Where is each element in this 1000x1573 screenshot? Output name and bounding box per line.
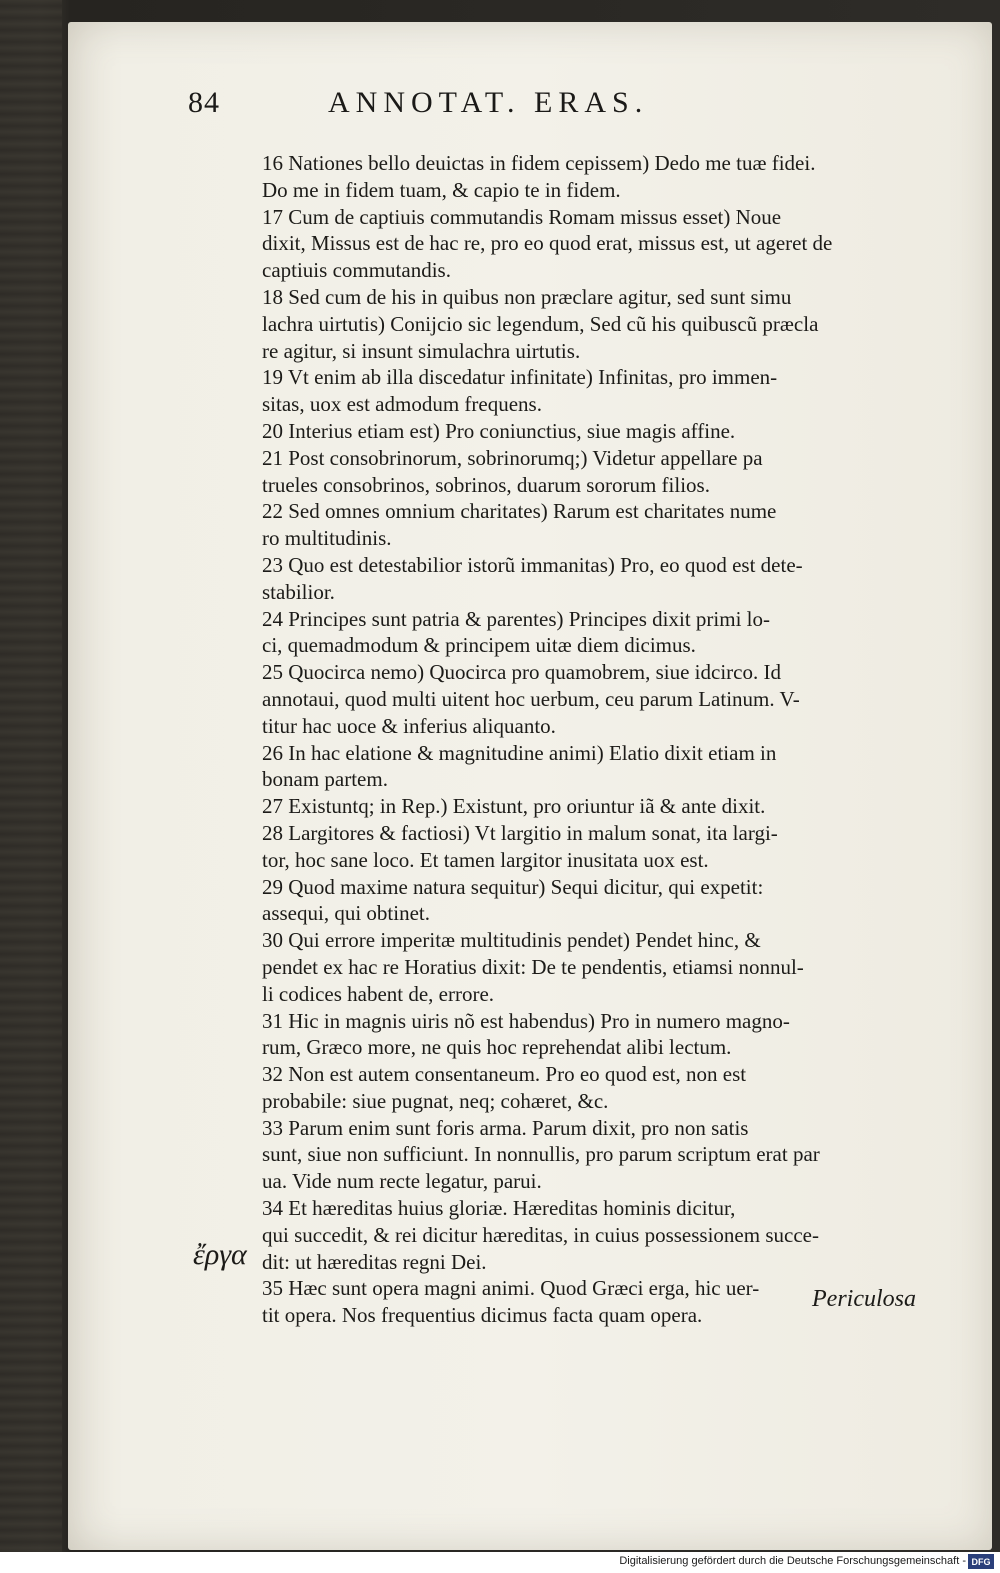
text-line: lachra uirtutis) Conijcio sic legendum, Sed cũ his quibuscũ præcla <box>262 311 819 336</box>
text-line: 30 Qui errore imperitæ multitudinis pendet) Pendet hinc, & <box>262 928 761 953</box>
text-line: rum, Græco more, ne quis hoc reprehendat alibi lectum. <box>262 1035 732 1060</box>
text-line: sunt, siue non sufficiunt. In nonnullis, pro parum scriptum erat par <box>262 1142 820 1167</box>
digitization-credit: Digitalisierung gefördert durch die Deutsche Forschungsgemeinschaft - <box>619 1555 966 1567</box>
text-line: qui succedit, & rei dicitur hæreditas, in cuius possessionem succe- <box>262 1222 819 1247</box>
text-line: dit: ut hæreditas regni Dei. <box>262 1249 487 1274</box>
text-line: assequi, qui obtinet. <box>262 901 430 926</box>
text-line: 18 Sed cum de his in quibus non præclare agitur, sed sunt simu <box>262 284 792 309</box>
text-line: 27 Existuntq; in Rep.) Existunt, pro oriuntur iã & ante dixit. <box>262 794 766 819</box>
dfg-logo: DFG <box>968 1554 994 1569</box>
running-head: ANNOTAT. ERAS. <box>328 86 649 119</box>
text-line: re agitur, si insunt simulachra uirtutis. <box>262 338 581 363</box>
page-number: 84 <box>188 86 220 119</box>
facing-page-edge <box>0 0 62 1573</box>
annotations-text <box>262 150 942 1329</box>
text-line: 19 Vt enim ab illa discedatur infinitate) Infinitas, pro immen- <box>262 365 778 390</box>
text-line: sitas, uox est admodum frequens. <box>262 392 542 417</box>
text-line: trueles consobrinos, sobrinos, duarum sororum filios. <box>262 472 710 497</box>
text-line: captiuis commutandis. <box>262 258 451 283</box>
text-line: tit opera. Nos frequentius dicimus facta quam opera. <box>262 1303 703 1328</box>
text-line: 16 Nationes bello deuictas in fidem cepissem) Dedo me tuæ fidei. <box>262 151 816 175</box>
text-line: 35 Hæc sunt opera magni animi. Quod Græci erga, hic uer- <box>262 1276 760 1301</box>
text-line: tor, hoc sane loco. Et tamen largitor inusitata uox est. <box>262 847 709 872</box>
text-line: 25 Quocirca nemo) Quocirca pro quamobrem, siue idcirco. Id <box>262 660 781 685</box>
text-line: pendet ex hac re Horatius dixit: De te pendentis, etiamsi nonnul- <box>262 954 804 979</box>
catchword: Periculosa <box>812 1286 916 1312</box>
text-line: bonam partem. <box>262 767 388 792</box>
text-line: titur hac uoce & inferius aliquanto. <box>262 713 556 738</box>
text-line: 24 Principes sunt patria & parentes) Principes dixit primi lo- <box>262 606 770 631</box>
text-line: 21 Post consobrinorum, sobrinorumq;) Videtur appellare pa <box>262 445 763 470</box>
page-header <box>188 86 808 130</box>
text-line: stabilior. <box>262 579 335 604</box>
text-line: 23 Quo est detestabilior istorũ immanitas) Pro, eo quod est dete- <box>262 552 803 577</box>
text-line: 31 Hic in magnis uiris nõ est habendus) Pro in numero magno- <box>262 1008 790 1033</box>
text-line: ro multitudinis. <box>262 526 392 551</box>
text-line: 22 Sed omnes omnium charitates) Rarum est charitates nume <box>262 499 777 524</box>
text-line: 33 Parum enim sunt foris arma. Parum dixit, pro non satis <box>262 1115 749 1140</box>
text-line: ua. Vide num recte legatur, parui. <box>262 1169 542 1194</box>
text-line: probabile: siue pugnat, neq; cohæret, &c. <box>262 1088 609 1113</box>
text-line: 29 Quod maxime natura sequitur) Sequi dicitur, qui expetit: <box>262 874 764 899</box>
text-line: 32 Non est autem consentaneum. Pro eo quod est, non est <box>262 1062 747 1087</box>
text-line: 28 Largitores & factiosi) Vt largitio in malum sonat, ita largi- <box>262 820 778 845</box>
text-line: 34 Et hæreditas huius gloriæ. Hæreditas hominis dicitur, <box>262 1196 736 1221</box>
text-line: ci, quemadmodum & principem uitæ diem dicimus. <box>262 633 696 658</box>
text-line: 26 In hac elatione & magnitudine animi) Elatio dixit etiam in <box>262 740 777 765</box>
text-line: li codices habent de, errore. <box>262 981 495 1006</box>
text-line: 17 Cum de captiuis commutandis Romam missus esset) Noue <box>262 204 782 229</box>
text-line: 20 Interius etiam est) Pro coniunctius, siue magis affine. <box>262 418 736 443</box>
text-line: Do me in fidem tuam, & capio te in fidem. <box>262 177 621 202</box>
text-line: annotaui, quod multi uitent hoc uerbum, ceu parum Latinum. V- <box>262 686 800 711</box>
text-line: dixit, Missus est de hac re, pro eo quod erat, missus est, ut ageret de <box>262 231 833 256</box>
marginal-note: ἔργα <box>193 1238 247 1271</box>
